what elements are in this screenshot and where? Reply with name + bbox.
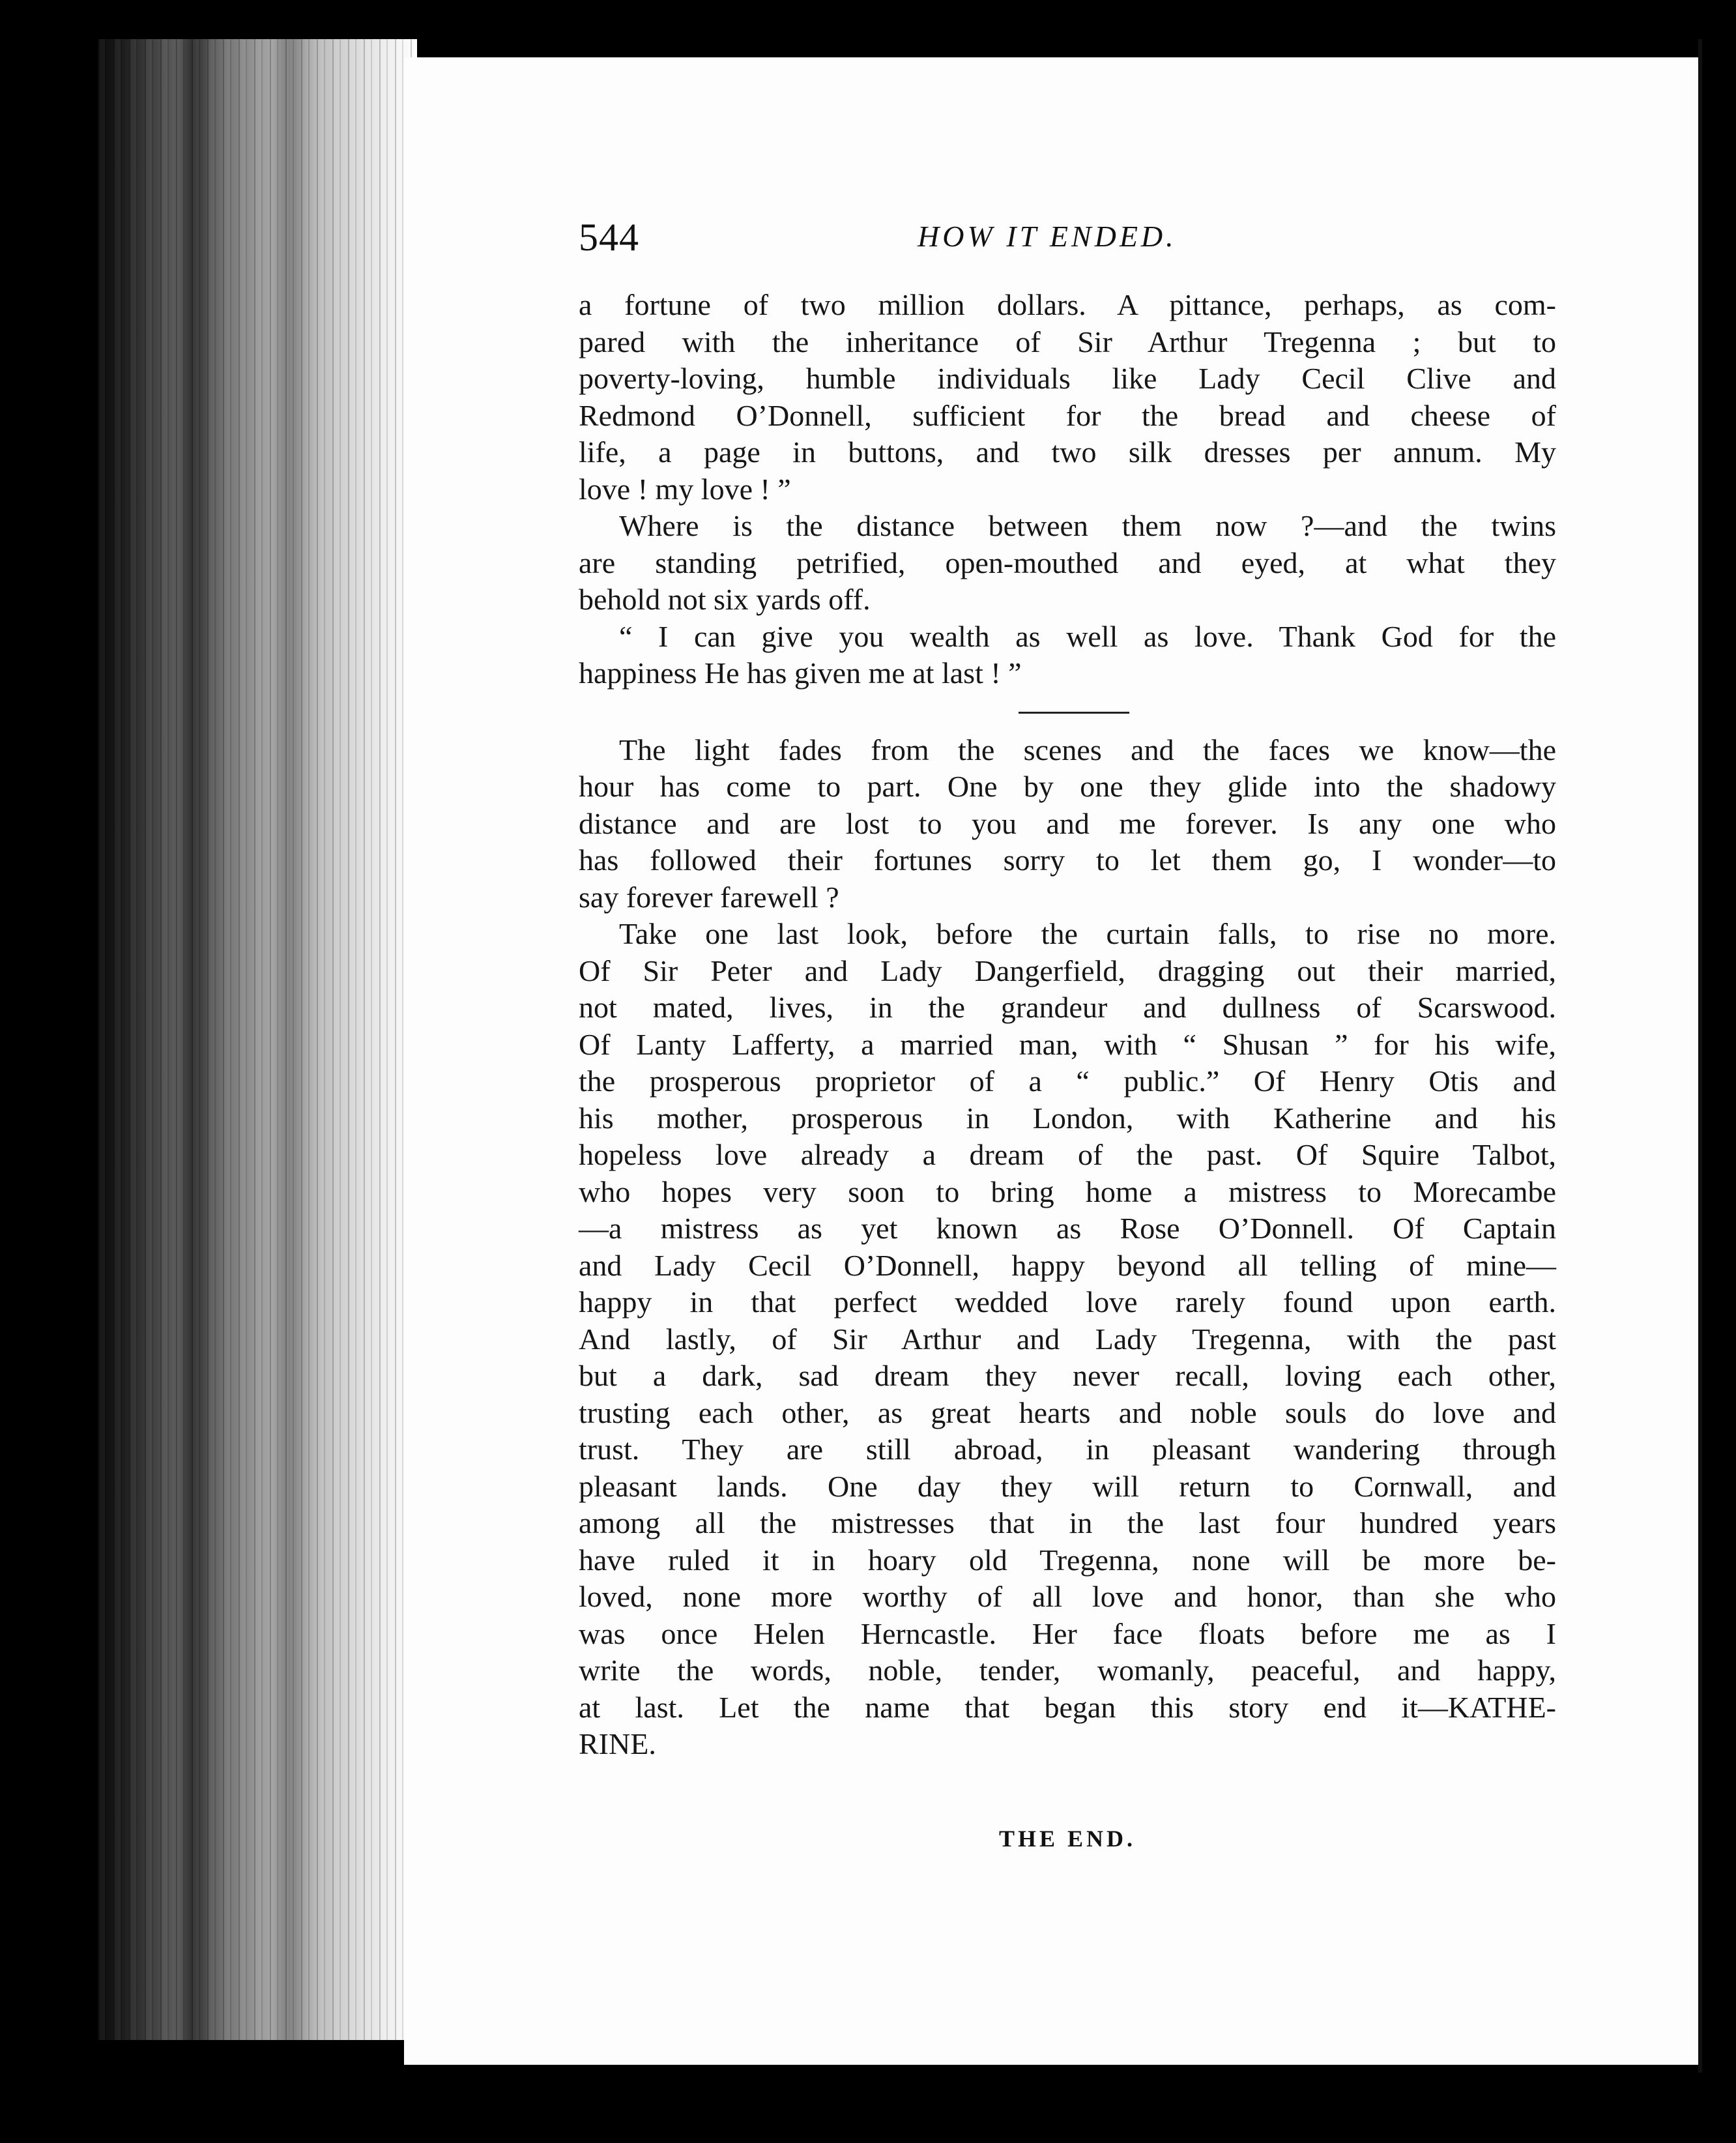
page-number: 544 [579,216,639,259]
section-divider [1019,712,1129,714]
text-line: trusting each other, as great hearts and noble souls do love and [579,1395,1556,1429]
text-line: Of Sir Peter and Lady Dangerfield, dragging out their married, [579,954,1556,987]
body-text [579,287,1556,1763]
text-line: trust. They are still abroad, in pleasant wandering through [579,1433,1556,1466]
text-line: —a mistress as yet known as Rose O’Donnell. Of Captain [579,1212,1556,1245]
text-line: the prosperous proprietor of a “ public.” Of Henry Otis and [579,1064,1556,1098]
text-line: but a dark, sad dream they never recall, loving each other, [579,1359,1556,1392]
text-line: distance and are lost to you and me forever. Is any one who [579,806,1556,840]
text-line: Where is the distance between them now ?—and the twins [619,509,1556,542]
text-line: And lastly, of Sir Arthur and Lady Tregenna, with the past [579,1322,1556,1356]
end-marker: THE END. [998,1826,1136,1852]
page-header [579,215,1556,274]
text-section-2 [579,732,1556,1763]
text-line: hour has come to part. One by one they glide into the shadowy [579,770,1556,803]
text-line: not mated, lives, in the grandeur and dullness of Scarswood. [579,991,1556,1024]
text-line: happy in that perfect wedded love rarely found upon earth. [579,1285,1556,1319]
text-section-1 [579,287,1556,692]
text-line: loved, none more worthy of all love and honor, than she who [579,1580,1556,1613]
text-line: life, a page in buttons, and two silk dresses per annum. My [579,435,1556,469]
text-line: say forever farewell ? [579,880,839,914]
running-title: HOW IT ENDED. [918,220,1177,253]
text-line: at last. Let the name that began this story end it—KATHE- [579,1690,1556,1724]
page-edges [98,39,417,2040]
text-line: among all the mistresses that in the last four hundred years [579,1506,1556,1539]
text-line: pared with the inheritance of Sir Arthur Tregenna ; but to [579,325,1556,358]
text-line: a fortune of two million dollars. A pittance, perhaps, as com- [579,288,1556,321]
text-line: The light fades from the scenes and the faces we know—the [619,733,1556,766]
text-line: Take one last look, before the curtain falls, to rise no more. [619,917,1556,950]
text-line: happiness He has given me at last ! ” [579,656,1022,690]
text-line: hopeless love already a dream of the past. Of Squire Talbot, [579,1138,1556,1171]
text-line: his mother, prosperous in London, with Katherine and his [579,1101,1556,1135]
text-line: have ruled it in hoary old Tregenna, none will be more be- [579,1543,1556,1577]
text-line: behold not six yards off. [579,583,871,616]
text-line: are standing petrified, open-mouthed and eyed, at what they [579,546,1556,579]
text-line: poverty-loving, humble individuals like Lady Cecil Clive and [579,362,1556,395]
text-line: was once Helen Herncastle. Her face floats before me as I [579,1616,1556,1650]
text-line: Redmond O’Donnell, sufficient for the bread and cheese of [579,398,1556,432]
text-line: who hopes very soon to bring home a mistress to Morecambe [579,1174,1556,1208]
facing-page-edge [1698,39,1702,2073]
text-line: has followed their fortunes sorry to let them go, I wonder—to [579,843,1556,877]
text-line: write the words, noble, tender, womanly, peaceful, and happy, [579,1654,1556,1687]
text-line: Of Lanty Lafferty, a married man, with “ Shusan ” for his wife, [579,1027,1556,1061]
text-line: and Lady Cecil O’Donnell, happy beyond all telling of mine— [579,1248,1556,1282]
text-line: love ! my love ! ” [579,472,791,506]
text-line: pleasant lands. One day they will return to Cornwall, and [579,1469,1556,1503]
text-line: RINE. [579,1727,656,1760]
text-line: “ I can give you wealth as well as love. Thank God for the [619,619,1556,653]
